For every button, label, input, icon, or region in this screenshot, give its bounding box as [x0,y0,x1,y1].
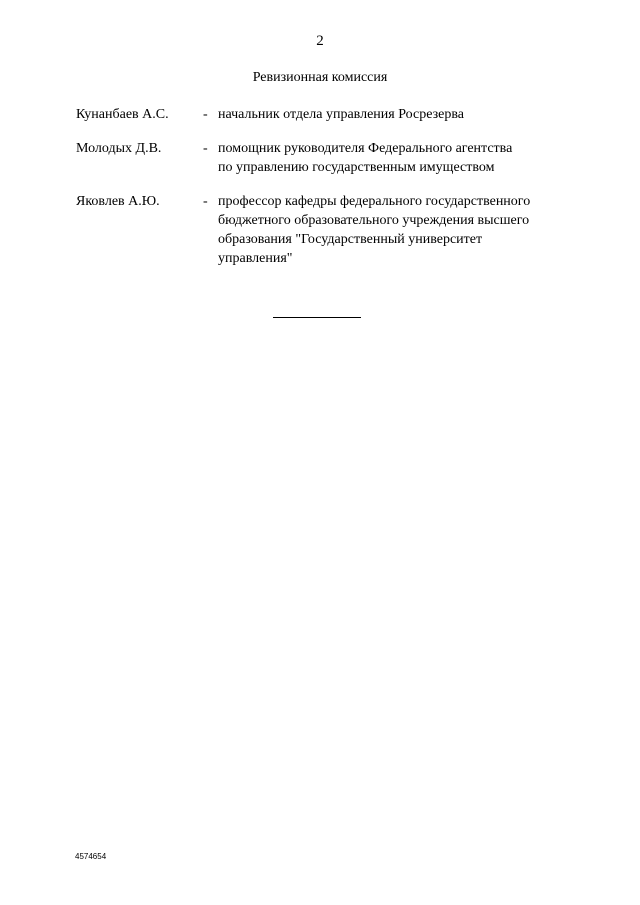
role-line: начальник отдела управления Росрезерва [218,107,464,122]
section-title: Ревизионная комиссия [252,70,388,85]
role-line: образования "Государственный университет [218,232,483,247]
member-role [218,105,568,124]
page-number: 2 [316,33,324,49]
member-dash: - [203,141,208,156]
member-dash: - [203,107,208,122]
member-name: Яковлев А.Ю. [76,194,160,209]
end-of-list-divider [273,317,361,318]
role-line: управления" [218,251,293,266]
role-line: по управлению государственным имуществом [218,160,495,175]
member-role [218,192,568,268]
role-line: помощник руководителя Федерального агентства [218,141,513,156]
member-role [218,139,568,177]
member-name: Молодых Д.В. [76,141,162,156]
role-line: бюджетного образовательного учреждения высшего [218,213,530,228]
document-code: 4574654 [75,852,107,861]
member-name: Кунанбаев А.С. [76,107,169,122]
role-line: профессор кафедры федерального государственного [218,194,531,209]
member-dash: - [203,194,208,209]
